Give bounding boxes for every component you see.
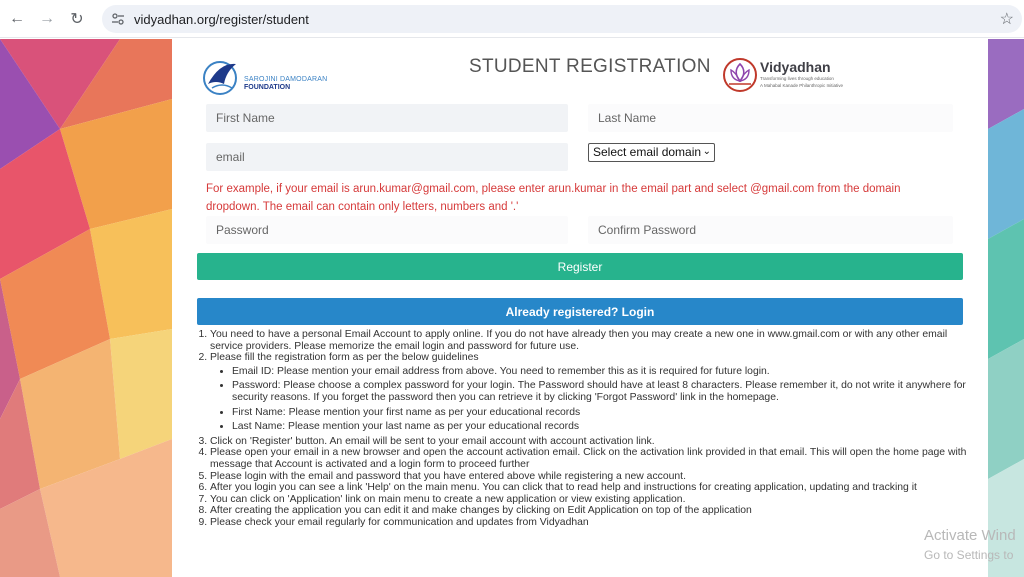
- arrow-right-icon[interactable]: →: [39, 10, 55, 27]
- register-button[interactable]: Register: [197, 253, 963, 280]
- logo-left-line2: FOUNDATION: [244, 84, 291, 91]
- instruction-item: [210, 352, 967, 433]
- password-input[interactable]: [206, 216, 568, 244]
- arrow-left-icon[interactable]: ←: [9, 10, 25, 27]
- guideline-item: • First Name: Please mention your first name as per your educational records: [232, 407, 967, 419]
- logo-left-line1: SAROJINI DAMODARAN: [244, 76, 328, 83]
- background-pattern-left: [0, 39, 172, 577]
- background-pattern-right: [988, 39, 1024, 577]
- email-input[interactable]: [206, 143, 568, 171]
- login-button[interactable]: Already registered? Login: [197, 298, 963, 325]
- email-placeholder: email: [216, 150, 245, 164]
- chevron-down-icon: ⌄: [702, 146, 711, 157]
- lotus-icon: [722, 57, 758, 93]
- instruction-item: 6. After you login you can see a link 'Help' on the main menu. You can click that to read help and instructions for creating application, updating and tracking it: [210, 482, 967, 494]
- instruction-item: 7. You can click on 'Application' link on main menu to create a new application or view existing application.: [210, 494, 967, 506]
- guideline-item: • Password: Please choose a complex password for your login. The Password should have at least 8 characters. Please remember it, do not write it anywhere for security reasons. If you forget the password then you can retrieve it by clicking 'Forgot Password' link in the homepage.: [232, 380, 967, 403]
- browser-toolbar: [0, 0, 1024, 38]
- logo-right-name: Vidyadhan: [760, 59, 831, 75]
- first-name-placeholder: First Name: [216, 111, 275, 125]
- logo-right-subline: A Mahabal Kanade Philanthropic Initiative: [760, 83, 844, 88]
- site-info-icon[interactable]: [110, 11, 126, 27]
- reload-icon[interactable]: ↻: [70, 11, 84, 28]
- last-name-placeholder: Last Name: [598, 111, 657, 125]
- instruction-item: 3. Click on 'Register' button. An email will be sent to your email account with account activation link.: [210, 436, 967, 448]
- instruction-item: 5. Please login with the email and password that you have entered above while registering a new account.: [210, 471, 967, 483]
- sarojini-damodaran-foundation-logo: [202, 54, 332, 100]
- instruction-item: 9. Please check your email regularly for communication and updates from Vidyadhan: [210, 517, 967, 529]
- guideline-item: • Email ID: Please mention your email address from above. You need to remember this as it is required for future login.: [232, 366, 967, 378]
- star-icon[interactable]: ☆: [999, 11, 1014, 28]
- foundation-bird-icon: [202, 54, 242, 100]
- windows-activation-watermark: Activate Wind: [924, 527, 1016, 544]
- url-text[interactable]: vidyadhan.org/register/student: [134, 12, 309, 27]
- instruction-item: 8. After creating the application you can edit it and make changes by clicking on Edit Application on top of the application: [210, 505, 967, 517]
- password-placeholder: Password: [216, 223, 269, 237]
- logo-right-tagline: Transforming lives through education: [760, 76, 834, 81]
- email-domain-select[interactable]: [588, 143, 715, 162]
- email-hint-text: For example, if your email is arun.kumar@gmail.com, please enter arun.kumar in the email part and select @gmail.com from the domain dropdown. The email can contain only letters, numbers and '.': [206, 183, 901, 213]
- last-name-input[interactable]: [588, 104, 953, 132]
- instructions-list: [197, 329, 967, 529]
- instruction-item-text: Please fill the registration form as per the below guidelines: [210, 352, 479, 364]
- instruction-item: 1. You need to have a personal Email Account to apply online. If you do not have already then you may create a new one in www.gmail.com or with any other email service providers. Please memorize the email login and password for future use.: [210, 329, 967, 352]
- email-domain-select-value: Select email domain: [593, 145, 702, 159]
- windows-activation-watermark-sub: Go to Settings to: [924, 548, 1014, 562]
- confirm-password-input[interactable]: [588, 216, 953, 244]
- guideline-item: • Last Name: Please mention your last name as per your educational records: [232, 421, 967, 433]
- first-name-input[interactable]: [206, 104, 568, 132]
- registration-card: [172, 39, 988, 577]
- instruction-item: 4. Please open your email in a new browser and open the account activation email. Click on the activation link provided in that email. This will open the home page with message that Account is activated and a login form to proceed further: [210, 447, 967, 470]
- confirm-password-placeholder: Confirm Password: [598, 223, 697, 237]
- page-title: STUDENT REGISTRATION: [469, 56, 711, 77]
- address-bar[interactable]: [102, 5, 1022, 33]
- vidyadhan-logo: [722, 57, 842, 95]
